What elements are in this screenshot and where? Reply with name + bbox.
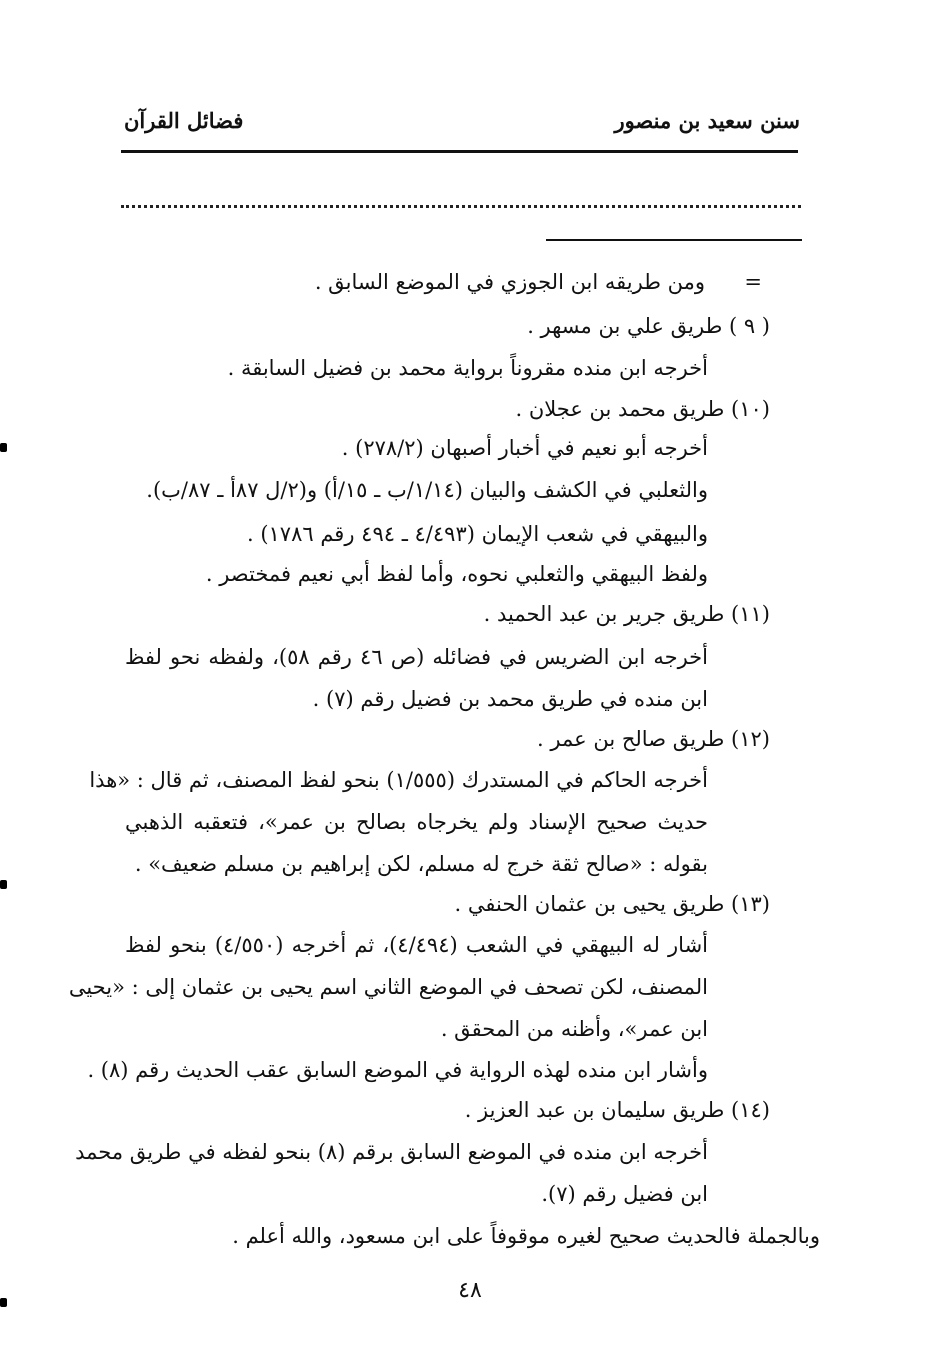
footnote-line: ولفظ البيهقي والثعلبي نحوه، وأما لفظ أبي نعيم فمختصر .	[205, 562, 708, 586]
footnote-line: ابن فضيل رقم (٧).	[541, 1182, 708, 1206]
footnote-line: والثعلبي في الكشف والبيان (١/١٤/ب ـ ١٥/أ) و(٢/ل ٨٧أ ـ ٨٧/ب).	[146, 478, 708, 502]
footnote-item-heading: (١٣) طريق يحيى بن عثمان الحنفي .	[454, 892, 770, 916]
footnote-item-heading: (١١) طريق جرير بن عبد الحميد .	[483, 602, 770, 626]
section-title: فضائل القرآن	[124, 108, 244, 133]
book-title: سنن سعيد بن منصور	[614, 108, 800, 133]
elision-dotted-line	[121, 205, 801, 208]
footnote-item-heading: (١٢) طريق صالح بن عمر .	[537, 727, 770, 751]
footnote-line: المصنف، لكن تصحف في الموضع الثاني اسم يحيى بن عثمان إلى : «يحيى	[68, 975, 708, 999]
footnote-line: أشار له البيهقي في الشعب (٤/٤٩٤)، ثم أخرجه (٤/٥٥٠) بنحو لفظ	[125, 933, 709, 957]
footnote-line: بقوله : «صالح ثقة خرج له مسلم، لكن إبراهيم بن مسلم ضعيف» .	[134, 852, 708, 876]
footnote-line: ابن عمر»، وأظنه من المحقق .	[440, 1017, 708, 1041]
footnote-item-heading: ( ٩ ) طريق علي بن مسهر .	[527, 314, 770, 338]
continuation-mark: =	[744, 270, 762, 294]
scan-edge-mark	[0, 880, 7, 889]
footnote-line: أخرجه ابن منده في الموضع السابق برقم (٨) بنحو لفظه في طريق محمد	[75, 1140, 708, 1164]
footnote-separator	[546, 239, 802, 241]
footnote-item-heading: (١٤) طريق سليمان بن عبد العزيز .	[464, 1098, 770, 1122]
scan-edge-mark	[0, 443, 7, 452]
footnote-line: والبيهقي في شعب الإيمان (٤/٤٩٣ ـ ٤٩٤ رقم ١٧٨٦) .	[246, 522, 708, 546]
footnote-item-heading: (١٠) طريق محمد بن عجلان .	[515, 397, 770, 421]
header-rule	[121, 150, 798, 153]
footnote-line: ومن طريقه ابن الجوزي في الموضع السابق .	[314, 270, 705, 294]
footnote-line: أخرجه ابن منده مقروناً برواية محمد بن فضيل السابقة .	[227, 356, 708, 380]
footnote-line: أخرجه الحاكم في المستدرك (١/٥٥٥) بنحو لفظ المصنف، ثم قال : «هذا	[89, 768, 708, 792]
footnote-line: حديث صحيح الإسناد ولم يخرجاه بصالح بن عمر»، فتعقبه الذهبي	[125, 810, 708, 834]
footnote-line: أخرجه أبو نعيم في أخبار أصبهان (٢٧٨/٢) .	[341, 436, 708, 460]
footnote-line: أخرجه ابن الضريس في فضائله (ص ٤٦ رقم ٥٨)، ولفظه نحو لفظ	[125, 645, 708, 669]
scan-edge-mark	[0, 1298, 7, 1307]
page-number: ٤٨	[458, 1278, 482, 1303]
footnote-conclusion: وبالجملة فالحديث صحيح لغيره موقوفاً على ابن مسعود، والله أعلم .	[232, 1224, 820, 1248]
footnote-line: وأشار ابن منده لهذه الرواية في الموضع السابق عقب الحديث رقم (٨) .	[87, 1058, 708, 1082]
footnote-line: ابن منده في طريق محمد بن فضيل رقم (٧) .	[312, 687, 708, 711]
